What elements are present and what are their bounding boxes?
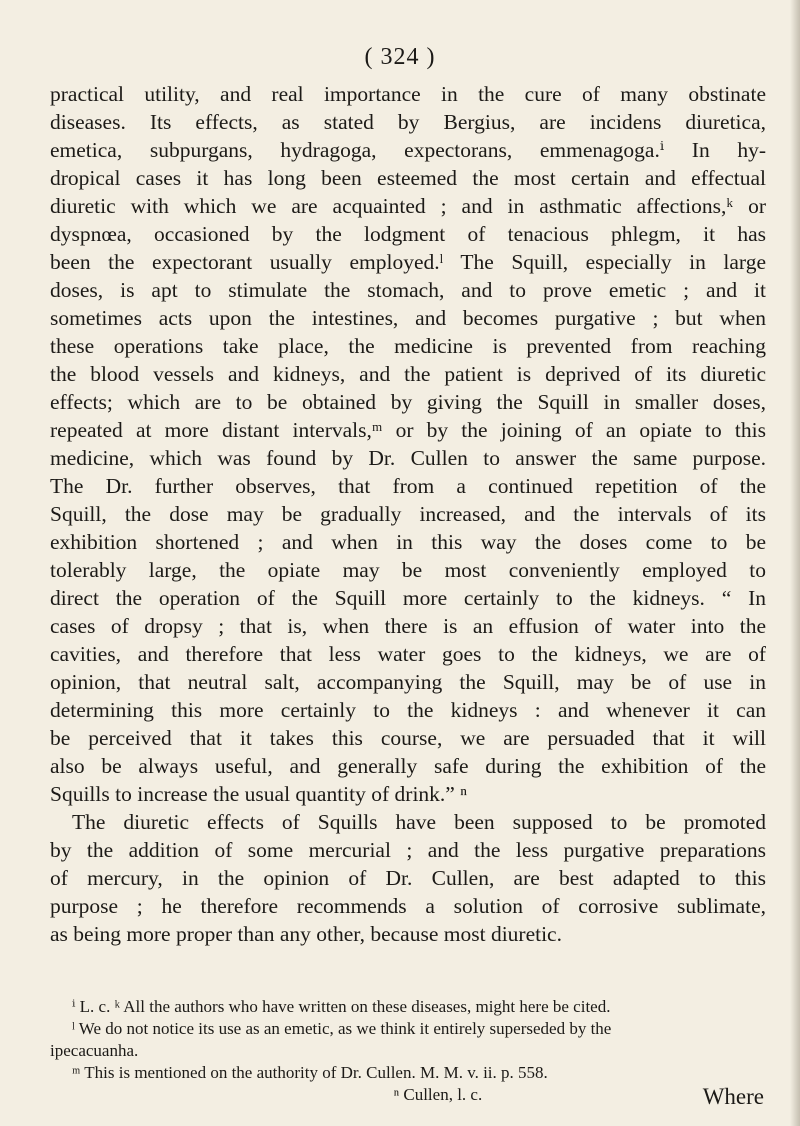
text-line: Squills to increase the usual quantity of drink.” ⁿ [50,782,467,806]
page-edge [790,0,800,1126]
text-line: practical utility, and real importance in the cure of many obstinate [50,82,766,106]
text-line: sometimes acts upon the intestines, and becomes purgative ; but when [50,306,766,330]
text-line: repeated at more distant intervals,ᵐ or by the joining of an opiate to this [50,418,766,442]
body-text [50,80,766,948]
text-line: direct the operation of the Squill more certainly to the kidneys. “ In [50,586,766,610]
text-line: cases of dropsy ; that is, when there is an effusion of water into the [50,614,766,638]
text-line: also be always useful, and generally safe during the exhibition of the [50,754,766,778]
text-line: the blood vessels and kidneys, and the patient is deprived of its diuretic [50,362,766,386]
text-line: diseases. Its effects, as stated by Bergius, are incidens diuretica, [50,110,766,134]
footnotes [50,996,766,1106]
text-line: emetica, subpurgans, hydragoga, expectorans, emmenagoga.ⁱ In hy- [50,138,766,162]
footnote: ⁱ L. c. ᵏ All the authors who have written on these diseases, might here be cited. [72,997,611,1016]
text-line: The Dr. further observes, that from a continued repetition of the [50,474,766,498]
text-line: effects; which are to be obtained by giving the Squill in smaller doses, [50,390,766,414]
text-line: these operations take place, the medicine is prevented from reaching [50,334,766,358]
text-line: as being more proper than any other, because most diuretic. [50,922,562,946]
text-line: dyspnœa, occasioned by the lodgment of tenacious phlegm, it has [50,222,766,246]
text-line: cavities, and therefore that less water goes to the kidneys, we are of [50,642,766,666]
text-line: by the addition of some mercurial ; and the less purgative preparations [50,838,766,862]
footnote: ⁿ Cullen, l. c. [393,1085,483,1104]
page-number: ( 324 ) [364,44,436,70]
text-line: diuretic with which we are acquainted ; and in asthmatic affections,ᵏ or [50,194,766,218]
footnote: ipecacuanha. [50,1041,139,1060]
text-line: dropical cases it has long been esteemed the most certain and effectual [50,166,766,190]
text-line: been the expectorant usually employed.ˡ The Squill, especially in large [50,250,766,274]
catchword: Where [702,1084,764,1109]
text-line: doses, is apt to stimulate the stomach, and to prove emetic ; and it [50,278,766,302]
text-line: determining this more certainly to the kidneys : and whenever it can [50,698,766,722]
footnote: ˡ We do not notice its use as an emetic, as we think it entirely superseded by the [72,1019,612,1038]
text-line: The diuretic effects of Squills have been supposed to be promoted [72,810,766,834]
text-line: opinion, that neutral salt, accompanying the Squill, may be of use in [50,670,766,694]
text-line: medicine, which was found by Dr. Cullen to answer the same purpose. [50,446,766,470]
text-line: purpose ; he therefore recommends a solution of corrosive sublimate, [50,894,766,918]
footnote: ᵐ This is mentioned on the authority of Dr. Cullen. M. M. v. ii. p. 558. [72,1063,548,1082]
text-line: be perceived that it takes this course, we are persuaded that it will [50,726,766,750]
text-line: tolerably large, the opiate may be most conveniently employed to [50,558,766,582]
text-line: Squill, the dose may be gradually increased, and the intervals of its [50,502,766,526]
text-line: of mercury, in the opinion of Dr. Cullen, are best adapted to this [50,866,766,890]
text-line: exhibition shortened ; and when in this way the doses come to be [50,530,766,554]
